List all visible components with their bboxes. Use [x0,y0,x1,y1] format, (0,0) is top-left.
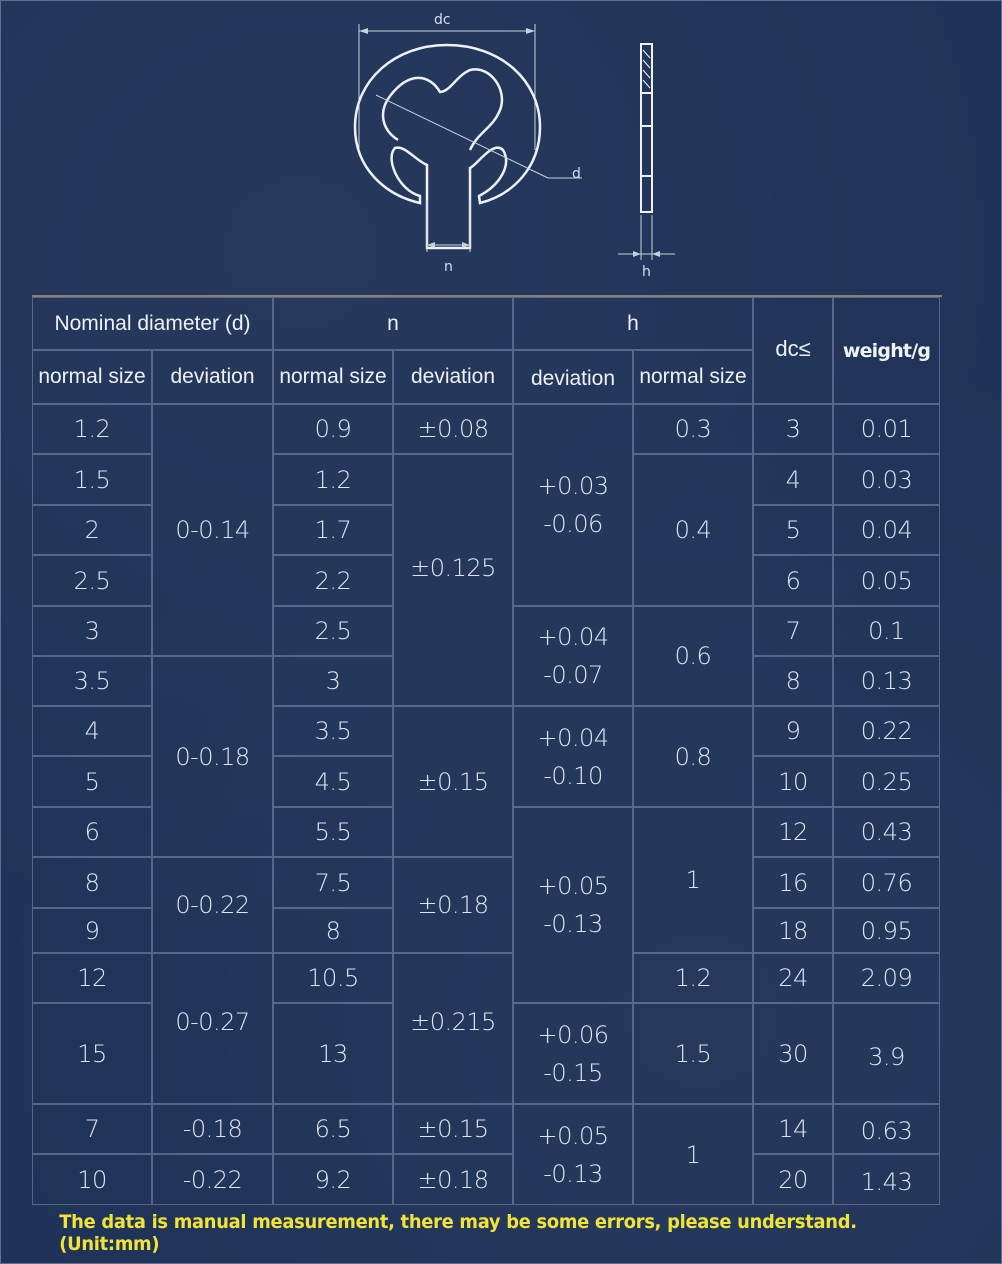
n-cell: 3 [273,656,393,706]
weight-cell: 0.43 [833,807,940,857]
n-cell: 2.2 [273,555,393,606]
h-size-cell: 0.4 [633,454,753,606]
n-cell: 4.5 [273,756,393,807]
d-cell: 10 [32,1154,152,1205]
e-clip-diagram [0,0,1002,296]
d-cell: 4 [32,706,152,756]
footer-note: The data is manual measurement, there may be some errors, please understand.(Unit:mm) [59,1211,857,1255]
weight-cell: 0.63 [833,1104,940,1154]
n-cell: 8 [273,908,393,953]
dc-cell: 10 [753,756,833,807]
n-cell: 13 [273,1003,393,1104]
h-deviation-minus: -0.06 [543,510,603,538]
header-d-normal-size: normal size [32,350,152,404]
weight-cell: 0.76 [833,857,940,908]
h-size-cell: 1.5 [633,1003,753,1104]
d-leader-line [376,95,548,178]
h-deviation-cell [513,404,633,606]
h-deviation-plus: +0.03 [537,472,609,500]
h-size-cell: 0.6 [633,606,753,706]
n-deviation-cell: ±0.18 [393,1154,513,1205]
n-deviation-cell: ±0.08 [393,404,513,454]
n-label: n [444,259,453,275]
arrow-left-icon [359,28,368,34]
d-deviation-cell: 0-0.14 [152,404,273,656]
dc-cell: 8 [753,656,833,706]
n-deviation-cell: ±0.215 [393,953,513,1104]
weight-cell: 2.09 [833,953,940,1003]
h-deviation-minus: -0.10 [543,761,603,790]
hatch-line [643,70,650,78]
d-cell: 5 [32,756,152,807]
h-deviation-minus: -0.13 [543,1159,603,1188]
h-deviation-cell [513,1104,633,1205]
d-cell: 2 [32,505,152,555]
h-deviation-plus: +0.06 [537,1020,609,1049]
dc-cell: 14 [753,1104,833,1154]
n-deviation-cell: ±0.125 [393,454,513,706]
spec-table [32,297,940,1207]
h-deviation-plus: +0.04 [537,623,609,651]
n-cell: 9.2 [273,1154,393,1205]
n-cell: 1.7 [273,505,393,555]
header-d-deviation: deviation [152,350,273,404]
arrow-left-icon [652,251,660,257]
weight-cell: 0.22 [833,706,940,756]
d-label: d [572,166,581,182]
dc-cell: 16 [753,857,833,908]
weight-cell: 0.95 [833,908,940,953]
dc-cell: 30 [753,1003,833,1104]
h-deviation-cell [513,807,633,1003]
h-deviation-plus: +0.04 [537,723,609,752]
e-clip-inner-left [383,96,398,140]
d-cell: 8 [32,857,152,908]
weight-cell: 0.25 [833,756,940,807]
n-cell: 0.9 [273,404,393,454]
header-n-normal-size: normal size [273,350,393,404]
n-cell: 7.5 [273,857,393,908]
dc-cell: 18 [753,908,833,953]
hatch-line [643,80,650,88]
d-cell: 7 [32,1104,152,1154]
dc-cell: 7 [753,606,833,656]
hatch-line [643,50,650,58]
h-size-cell: 1 [633,807,753,953]
dc-cell: 9 [753,706,833,756]
weight-cell: 1.43 [833,1154,940,1205]
n-deviation-cell: ±0.18 [393,857,513,953]
dc-cell: 5 [753,505,833,555]
weight-cell: 0.1 [833,606,940,656]
d-deviation-cell: -0.18 [152,1104,273,1154]
h-deviation-minus: -0.07 [543,661,603,689]
hatch-line [643,60,650,68]
weight-cell: 0.04 [833,505,940,555]
h-size-cell: 1.2 [633,953,753,1003]
n-cell: 5.5 [273,807,393,857]
n-cell: 10.5 [273,953,393,1003]
dc-cell: 24 [753,953,833,1003]
h-deviation-plus: +0.05 [537,872,609,900]
header-n: n [273,297,513,350]
h-size-cell: 1 [633,1104,753,1205]
weight-cell: 0.13 [833,656,940,706]
arrow-right-icon [633,251,641,257]
d-deviation-cell: 0-0.22 [152,857,273,953]
h-size-cell: 0.3 [633,404,753,454]
d-cell: 1.2 [32,404,152,454]
dc-cell: 12 [753,807,833,857]
d-cell: 9 [32,908,152,953]
weight-cell: 0.01 [833,404,940,454]
dc-cell: 20 [753,1154,833,1205]
h-deviation-cell [513,706,633,807]
d-cell: 1.5 [32,454,152,505]
header-h-deviation: deviation [513,350,633,404]
h-deviation-cell [513,1003,633,1104]
d-cell: 2.5 [32,555,152,606]
n-cell: 3.5 [273,706,393,756]
dc-cell: 3 [753,404,833,454]
n-cell: 6.5 [273,1104,393,1154]
h-deviation-cell [513,606,633,706]
h-deviation-plus: +0.05 [537,1121,609,1150]
h-size-cell: 0.8 [633,706,753,807]
d-cell: 3 [32,606,152,656]
n-deviation-cell: ±0.15 [393,1104,513,1154]
header-h: h [513,297,753,350]
arrow-right-icon [526,28,535,34]
weight-cell: 3.9 [833,1003,940,1104]
weight-cell: 0.03 [833,454,940,505]
h-label: h [642,264,651,280]
dc-cell: 4 [753,454,833,505]
d-deviation-cell: -0.22 [152,1154,273,1205]
n-cell: 1.2 [273,454,393,505]
d-cell: 6 [32,807,152,857]
d-cell: 12 [32,953,152,1003]
side-view-rect [641,44,652,212]
n-cell: 2.5 [273,606,393,656]
h-deviation-minus: -0.15 [543,1058,603,1087]
header-n-deviation: deviation [393,350,513,404]
d-deviation-cell: 0-0.27 [152,953,273,1104]
header-dc: dc≤ [753,297,833,404]
dc-cell: 6 [753,555,833,606]
n-deviation-cell: ±0.15 [393,706,513,857]
header-weight: weight/g [833,297,940,404]
d-cell: 15 [32,1003,152,1104]
header-nominal-diameter: Nominal diameter (d) [32,297,273,350]
e-clip-shape [355,45,540,248]
d-cell: 3.5 [32,656,152,706]
d-deviation-cell: 0-0.18 [152,656,273,857]
header-h-normal-size: normal size [633,350,753,404]
weight-cell: 0.05 [833,555,940,606]
dc-label: dc [434,12,451,28]
h-deviation-minus: -0.13 [543,910,603,938]
